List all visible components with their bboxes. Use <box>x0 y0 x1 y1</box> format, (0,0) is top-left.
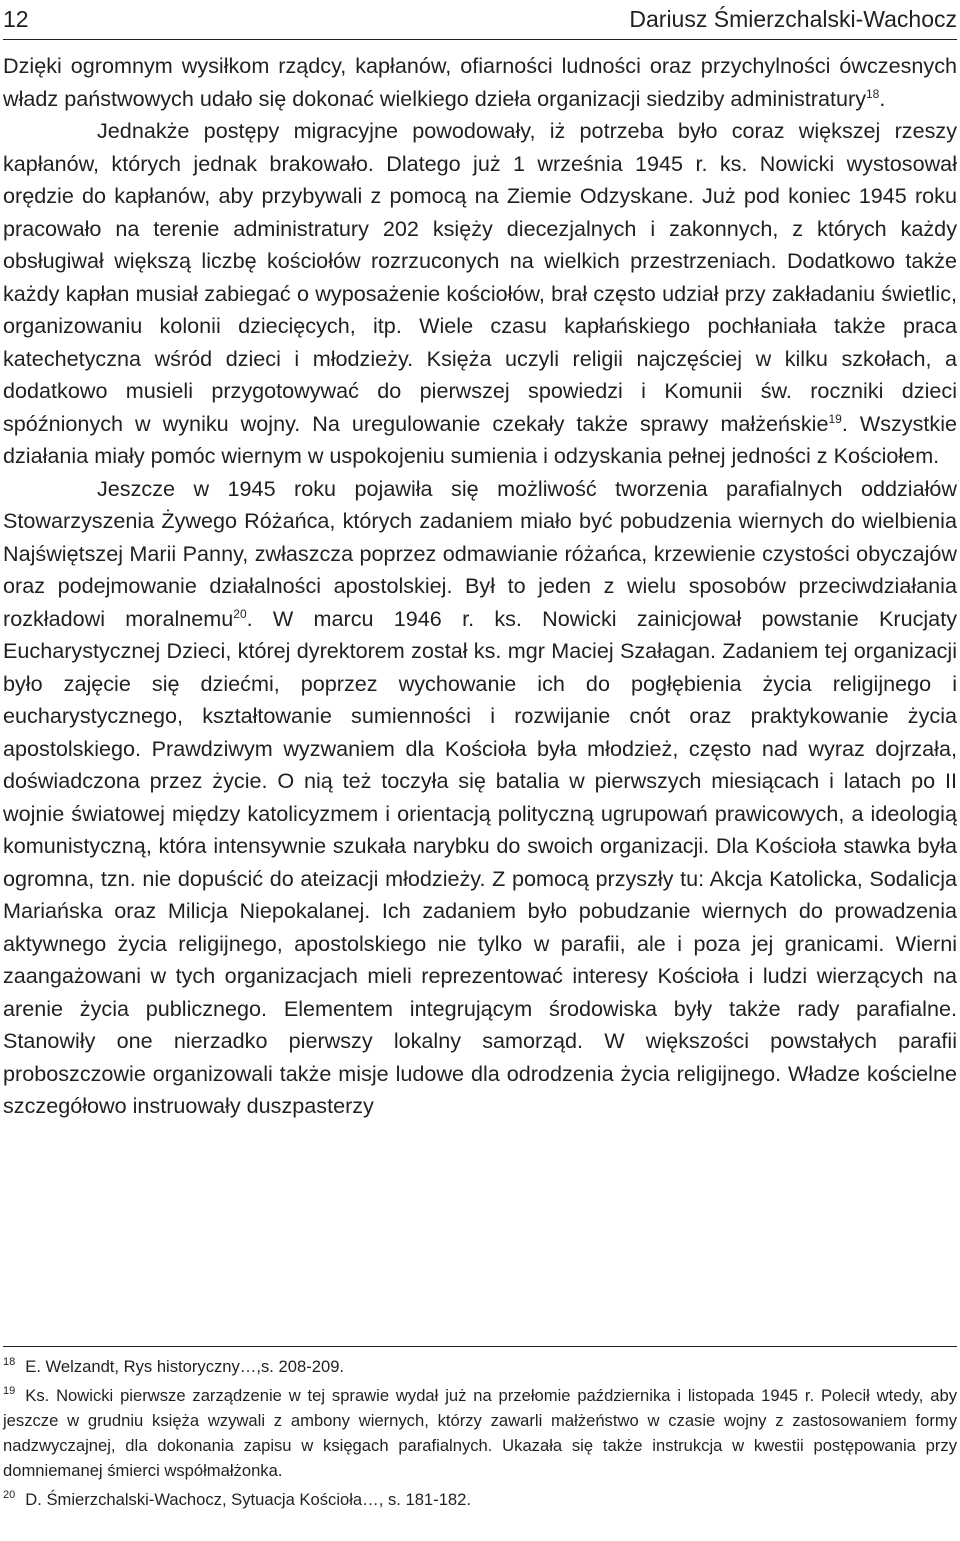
footnote-rule <box>3 1346 957 1347</box>
body-text <box>3 50 957 1123</box>
paragraph-2: Jednakże postępy migracyjne powodowały, iż potrzeba było coraz większej rzeszy kapłanów, których jednak brakowało. Dlatego już 1 września 1945 r. ks. Nowicki wystosował orędzie do kapłanów, aby przybywali z pomocą na Ziemie Odzyskane. Już pod koniec 1945 roku pracowało na terenie administratury 202 księży diecezjalnych i zakonnych, z których każdy obsługiwał większą liczbę kościołów rozrzuconych na wielkich przestrzeniach. Dodatkowo także każdy kapłan musiał zabiegać o wyposażenie kościołów, brał często udział przy zakładaniu świetlic, organizowaniu kolonii dziecięcych, itp. Wiele czasu kapłańskiego pochłaniała także praca katechetyczna wśród dzieci i młodzieży. Księża uczyli religii najczęściej w kilku szkołach, a dodatkowo musieli przygotowywać do pierwszej spowiedzi i Komunii św. roczniki dzieci spóźnionych w wyniku wojny. Na uregulowanie czekały także sprawy małżeńskie$^{19}$. Wszystkie działania miały pomóc wiernym w uspokojeniu sumienia i odzyskania pełnej jedności z Kościołem. <box>3 118 957 468</box>
running-header <box>3 4 957 34</box>
footnote-19 <box>3 1383 957 1483</box>
author-running-head: Dariusz Śmierzchalski-Wachocz <box>629 6 957 32</box>
footnote-number: 19 <box>3 1385 16 1398</box>
footnote-ref-19: 19 <box>828 411 842 426</box>
footnote-text: D. Śmierzchalski-Wachocz, Sytuacja Kościoła…, s. 181-182. <box>25 1490 471 1509</box>
footnote-text: Ks. Nowicki pierwsze zarządzenie w tej sprawie wydał już na przełomie października i listopada 1945 r. Polecił wtedy, aby jeszcze w grudniu księża wzywali z ambony wiernych, którzy zawarli małżeństwo w czasie wojny z zastosowaniem formy nadzwyczajnej, dla dokonania zapisu w księgach parafialnych. Ukazała się także instrukcja w kwestii postępowania przy domniemanej śmierci współmałżonka. <box>3 1386 957 1480</box>
footnotes <box>3 1354 957 1516</box>
paragraph-3: Jeszcze w 1945 roku pojawiła się możliwość tworzenia parafialnych oddziałów Stowarzyszenia Żywego Różańca, których zadaniem miało być pobudzenia wiernych do wielbienia Najświętszej Marii Panny, zwłaszcza poprzez odmawianie różańca, krzewienie czystości obyczajów oraz podejmowanie działalności apostolskiej. Był to jeden z wielu sposobów przeciwdziałania rozkładowi moralnemu$^{20}$. W marcu 1946 r. ks. Nowicki zainicjował powstanie Krucjaty Eucharystycznej Dzieci, której dyrektorem został ks. mgr Maciej Szałagan. Zadaniem tej organizacji było zajęcie się dziećmi, poprzez wychowanie ich do pogłębienia życia religijnego i eucharystycznego, kształtowanie sumienności i rozwijanie cnót oraz praktykowanie życia apostolskiego. Prawdziwym wyzwaniem dla Kościoła była młodzież, często nad wyraz dojrzała, doświadczona przez życie. O nią też toczyła się batalia w pierwszych miesiącach i latach po II wojnie światowej między katolicyzmem i orientacją polityczną ugrupowań prawicowych, a ideologią komunistyczną, która intensywnie szukała narybku do swoich organizacji. Dla Kościoła stawka była ogromna, tzn. nie dopuścić do ateizacji młodzieży. Z pomocą przyszły tu: Akcja Katolicka, Sodalicja Mariańska oraz Milicja Niepokalanej. Ich zadaniem było pobudzanie wiernych do prowadzenia aktywnego życia religijnego, apostolskiego nie tylko w parafii, ale i poza jej granicami. Wierni zaangażowani w tych organizacjach mieli reprezentować interesy Kościoła i ludzi wierzących na arenie życia publicznego. Elementem integrującym środowiska były także rady parafialne. Stanowiły one nierzadko pierwszy lokalny samorząd. W większości powstałych parafii proboszczowie organizowali także misje ludowe dla odrodzenia życia religijnego. Władze kościelne szczegółowo instruowały duszpasterzy <box>3 475 957 1118</box>
footnote-ref-18: 18 <box>866 86 880 101</box>
header-rule <box>3 39 957 40</box>
footnote-number: 18 <box>3 1356 16 1369</box>
footnote-ref-20: 20 <box>233 606 247 621</box>
page-number: 12 <box>3 6 29 32</box>
footnote-18 <box>3 1354 957 1379</box>
footnote-text: E. Welzandt, Rys historyczny…,s. 208-209. <box>25 1357 345 1376</box>
footnote-number: 20 <box>3 1489 16 1502</box>
footnote-20 <box>3 1487 957 1512</box>
paragraph-1: Dzięki ogromnym wysiłkom rządcy, kapłanów, ofiarności ludności oraz przychylności ówczesnych władz państwowych udało się dokonać wielkiego dzieła organizacji siedziby administratury$^{18}$. <box>3 53 957 111</box>
